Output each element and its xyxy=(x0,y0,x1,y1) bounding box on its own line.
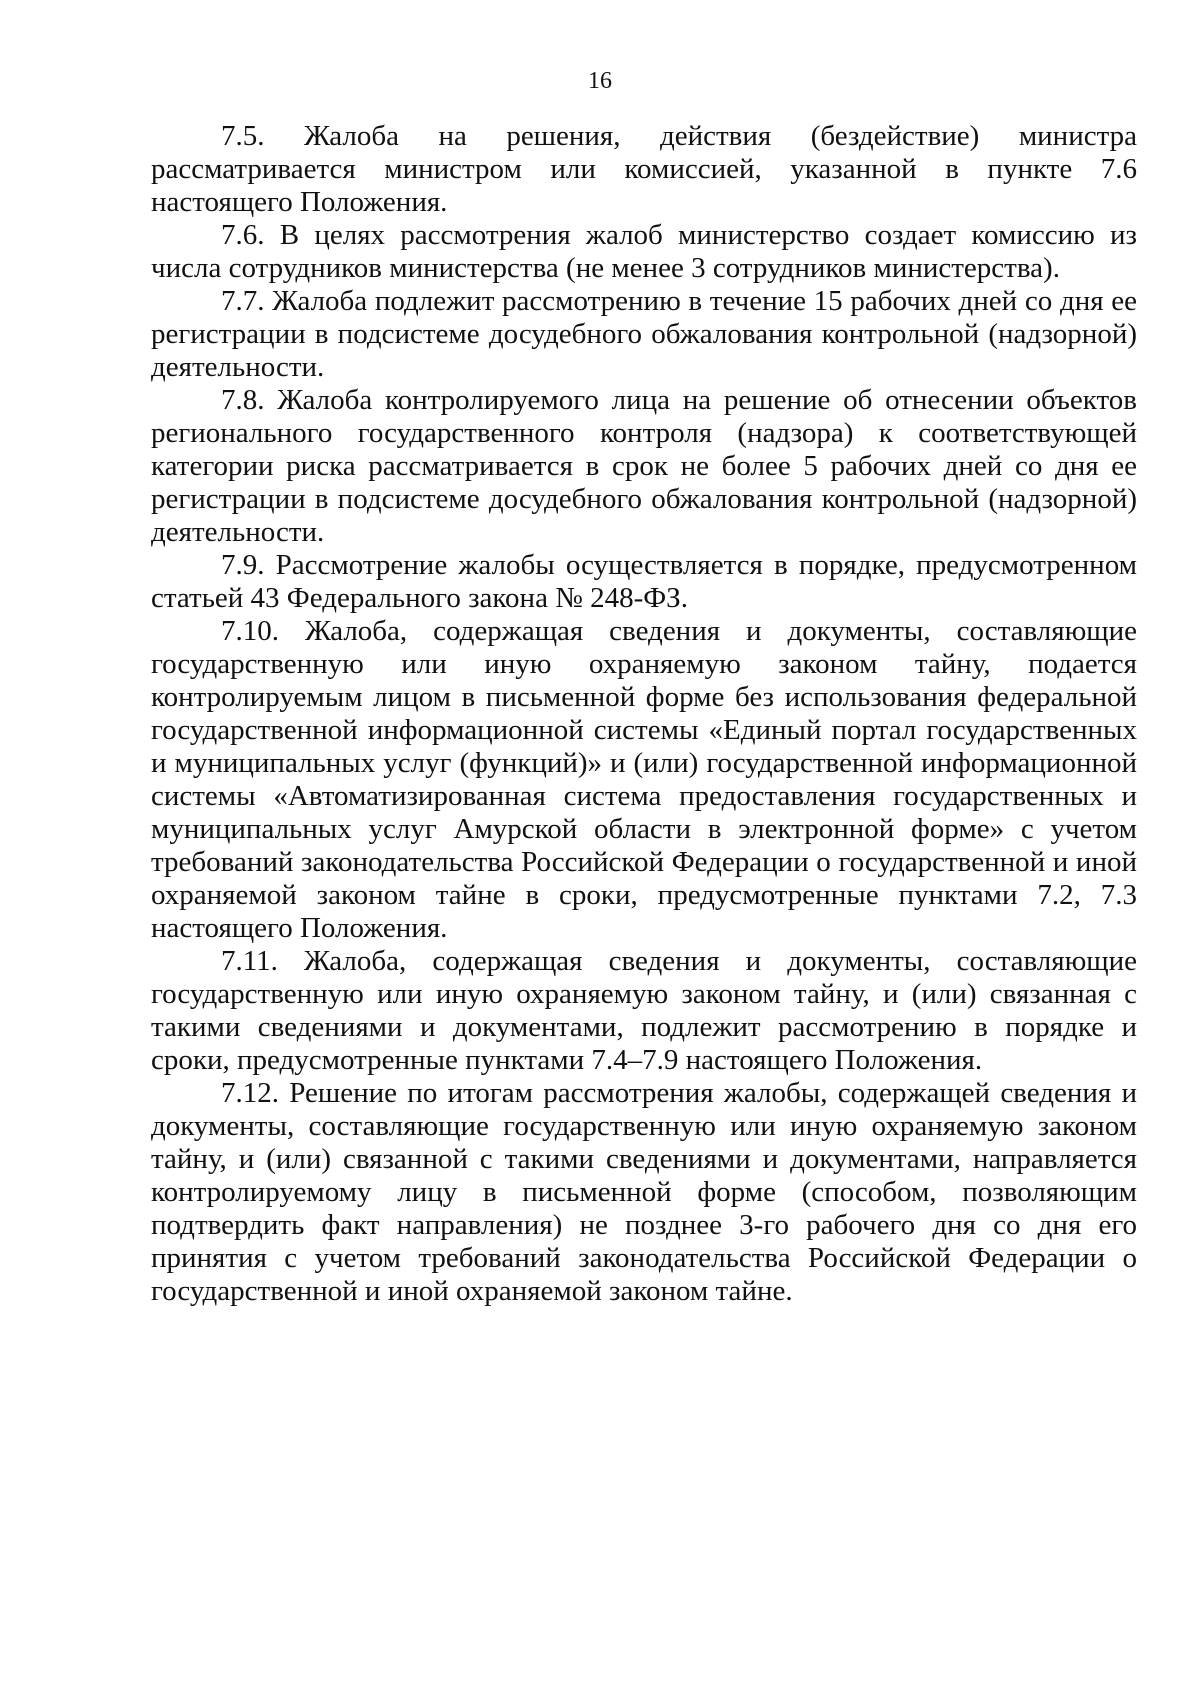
paragraph-7-9: 7.9. Рассмотрение жалобы осуществляется в порядке, предусмотренном статьей 43 Федерального закона № 248-ФЗ. xyxy=(151,549,1137,614)
paragraph-7-10: 7.10. Жалоба, содержащая сведения и документы, составляющие государственную или иную охраняемую законом тайну, подается контролируемым лицом в письменной форме без использования федеральной государственной информационной системы «Единый портал государственных и муниципальных услуг (функций)» и (или) государственной информационной системы «Автоматизированная система предоставления государственных и муниципальных услуг Амурской области в электронной форме» с учетом требований законодательства Российской Федерации о государственной и иной охраняемой законом тайне в сроки, предусмотренные пунктами 7.2, 7.3 настоящего Положения. xyxy=(151,615,1137,944)
paragraph-7-11: 7.11. Жалоба, содержащая сведения и документы, составляющие государственную или иную охраняемую законом тайну, и (или) связанная с такими сведениями и документами, подлежит рассмотрению в порядке и сроки, предусмотренные пунктами 7.4–7.9 настоящего Положения. xyxy=(151,945,1137,1076)
document-body xyxy=(151,120,1137,1308)
paragraph-7-12: 7.12. Решение по итогам рассмотрения жалобы, содержащей сведения и документы, составляющие государственную или иную охраняемую законом тайну, и (или) связанной с такими сведениями и документами, направляется контролируемому лицу в письменной форме (способом, позволяющим подтвердить факт направления) не позднее 3-го рабочего дня со дня его принятия с учетом требований законодательства Российской Федерации о государственной и иной охраняемой законом тайне. xyxy=(151,1077,1137,1307)
page-number: 16 xyxy=(588,68,612,94)
paragraph-7-6: 7.6. В целях рассмотрения жалоб министерство создает комиссию из числа сотрудников министерства (не менее 3 сотрудников министерства). xyxy=(151,219,1137,284)
paragraph-7-5: 7.5. Жалоба на решения, действия (бездействие) министра рассматривается министром или комиссией, указанной в пункте 7.6 настоящего Положения. xyxy=(151,120,1137,218)
paragraph-7-8: 7.8. Жалоба контролируемого лица на решение об отнесении объектов регионального государственного контроля (надзора) к соответствующей категории риска рассматривается в срок не более 5 рабочих дней со дня ее регистрации в подсистеме досудебного обжалования контрольной (надзорной) деятельности. xyxy=(151,384,1137,548)
paragraph-7-7: 7.7. Жалоба подлежит рассмотрению в течение 15 рабочих дней со дня ее регистрации в подсистеме досудебного обжалования контрольной (надзорной) деятельности. xyxy=(151,285,1137,383)
